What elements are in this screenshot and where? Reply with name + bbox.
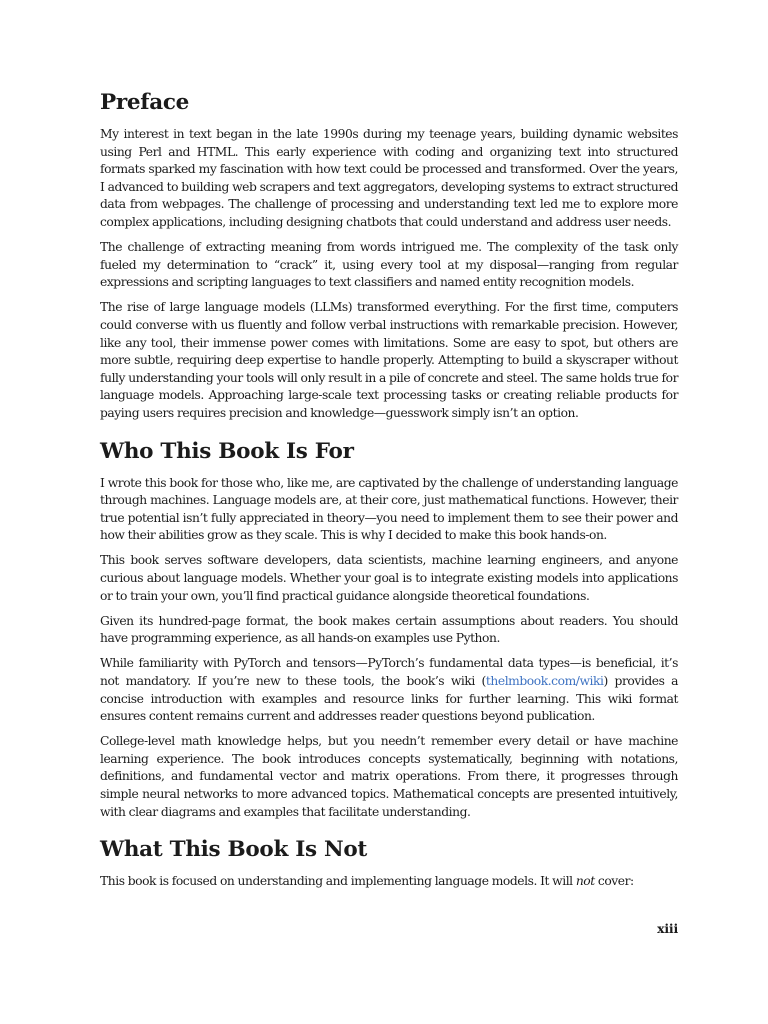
who-paragraph-4 xyxy=(100,655,678,725)
preface-paragraph-1: My interest in text began in the late 1990s during my teenage years, building dynamic websites using Perl and HTML. This early experience with coding and organizing text into structured formats sparked my fascination with how text could be processed and transformed. Over the years, I advanced to building web scrapers and text aggregators, developing systems to extract structured data from webpages. The challenge of processing and understanding text led me to explore more complex applications, including designing chatbots that could understand and address user needs. xyxy=(100,127,678,229)
not-emphasis: not xyxy=(575,874,595,889)
not-paragraph-1-text-before: This book is focused on understanding and implementing language models. It will xyxy=(100,874,576,889)
who-this-book-is-for-heading: Who This Book Is For xyxy=(100,438,354,464)
preface-paragraph-3: The rise of large language models (LLMs) transformed everything. For the first time, computers could converse with us fluently and follow verbal instructions with remarkable precision. However, like any tool, their immense power comes with limitations. Some are easy to spot, but others are more subtle, requiring deep expertise to handle properly. Attempting to build a skyscraper without fully understanding your tools will only result in a pile of concrete and steel. The same holds true for language models. Approaching large-scale text processing tasks or creating reliable products for paying users requires precision and knowledge—guesswork simply isn’t an option. xyxy=(100,300,678,420)
who-paragraph-1: I wrote this book for those who, like me, are captivated by the challenge of understanding language through machines. Language models are, at their core, just mathematical functions. However, their true potential isn’t fully appreciated in theory—you need to implement them to see their power and how their abilities grow as they scale. This is why I decided to make this book hands-on. xyxy=(100,475,678,543)
wiki-link[interactable]: thelmbook.com/wiki xyxy=(485,673,604,688)
not-paragraph-1-text-after: cover: xyxy=(594,874,634,889)
who-paragraph-2: This book serves software developers, data scientists, machine learning engineers, and anyone curious about language models. Whether your goal is to integrate existing models into applications or to train your own, you’ll find practical guidance alongside theoretical foundations. xyxy=(100,553,678,603)
not-paragraph-1 xyxy=(100,873,678,891)
page-number: xiii xyxy=(657,921,678,936)
who-paragraph-3: Given its hundred-page format, the book makes certain assumptions about readers. You should have programming experience, as all hands-on examples use Python. xyxy=(100,613,678,646)
what-this-book-is-not-heading: What This Book Is Not xyxy=(100,837,368,863)
who-paragraph-4-text-before: While familiarity with PyTorch and tensors—PyTorch’s fundamental data types—is beneficial, it’s not mandatory. If you’re new to these tools, the book’s wiki ( xyxy=(100,656,678,688)
preface-paragraph-2: The challenge of extracting meaning from words intrigued me. The complexity of the task only fueled my determination to “crack” it, using every tool at my disposal—ranging from regular expressions and scripting languages to text classifiers and named entity recognition models. xyxy=(100,240,678,290)
document-page xyxy=(100,88,678,898)
preface-heading: Preface xyxy=(100,90,190,115)
who-paragraph-5: College-level math knowledge helps, but you needn’t remember every detail or have machine learning experience. The book introduces concepts systematically, beginning with notations, definitions, and fundamental vector and matrix operations. From there, it progresses through simple neural networks to more advanced topics. Mathematical concepts are presented intuitively, with clear diagrams and examples that facilitate understanding. xyxy=(100,734,678,819)
who-paragraph-4-text-after: ) provides a concise introduction with examples and resource links for further learning. This wiki format ensures content remains current and addresses reader questions beyond publication. xyxy=(100,673,678,724)
